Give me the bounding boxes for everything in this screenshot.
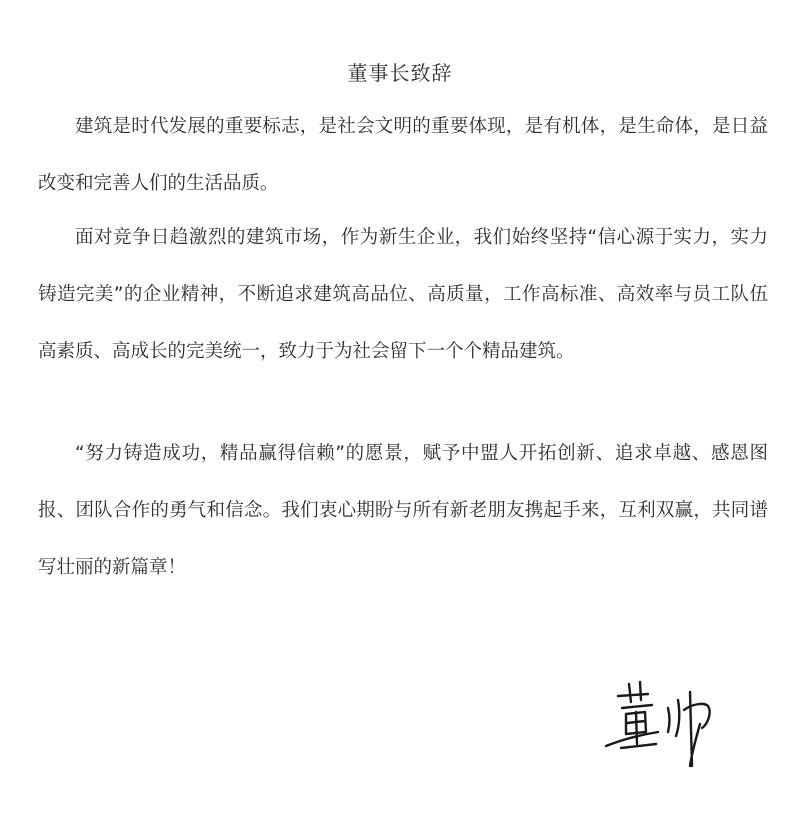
page-title: 董事长致辞 [347, 61, 453, 85]
handwritten-signature [596, 668, 736, 778]
signature-image [596, 668, 736, 778]
paragraph-1: 建筑是时代发展的重要标志，是社会文明的重要体现，是有机体，是生命体，是日益改变和完善人们的生活品质。 [38, 116, 768, 194]
paragraph-2: 面对竞争日趋激烈的建筑市场，作为新生企业，我们始终坚持“信心源于实力，实力铸造完美”的企业精神，不断追求建筑高品位、高质量，工作高标准、高效率与员工队伍高素质、高成长的完美统一，致力于为社会留下一个个精品建筑。 [38, 227, 768, 362]
paragraph-3: “努力铸造成功，精品赢得信赖”的愿景，赋予中盟人开拓创新、追求卓越、感恩图报、团队合作的勇气和信念。我们衷心期盼与所有新老朋友携起手来，互利双赢，共同谱写壮丽的新篇章！ [38, 443, 768, 578]
